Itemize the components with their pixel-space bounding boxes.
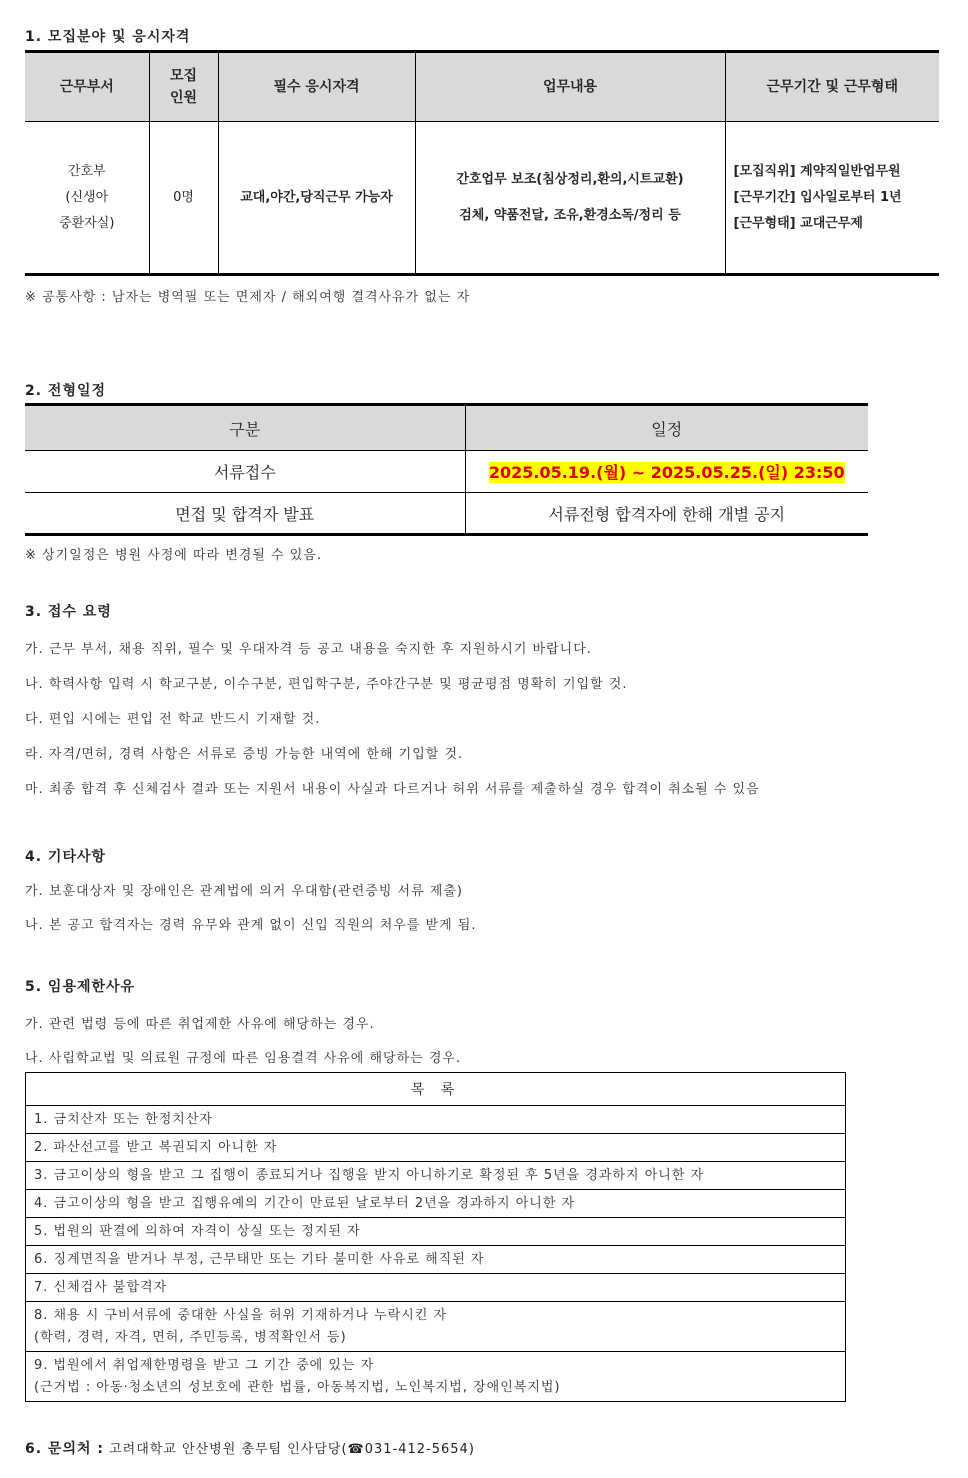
header-count-line1: 모집	[169, 68, 198, 84]
header-dept: 근무부서	[25, 52, 149, 122]
terms-line: [모집직위] 계약직일반업무원	[733, 163, 901, 179]
header-schedule: 일정	[465, 405, 868, 451]
cell-qualification: 교대,야간,당직근무 가능자	[218, 122, 415, 275]
list-item	[26, 1302, 846, 1352]
cell-dept	[25, 122, 149, 275]
header-terms: 근무기간 및 근무형태	[725, 52, 939, 122]
duty-line: 간호업무 보조(침상정리,환의,시트교환)	[456, 171, 684, 187]
terms-line: [근무기간] 입사일로부터 1년	[733, 189, 902, 205]
terms-line: [근무형태] 교대근무제	[733, 215, 863, 231]
cell-count: 0명	[149, 122, 218, 275]
list-item-line: (학력, 경력, 자격, 면허, 주민등록, 병적확인서 등)	[34, 1329, 347, 1345]
list-item: 6. 징계면직을 받거나 부정, 근무태만 또는 기타 불미한 사유로 해직된 자	[26, 1246, 846, 1274]
list-item: 5. 법원의 판결에 의하여 자격이 상실 또는 정지된 자	[26, 1218, 846, 1246]
section5-item: 가. 관련 법령 등에 따른 취업제한 사유에 해당하는 경우.	[25, 1017, 375, 1032]
list-item: 2. 파산선고를 받고 복권되지 아니한 자	[26, 1134, 846, 1162]
application-period-highlight: 2025.05.19.(월) ~ 2025.05.25.(일) 23:50	[488, 463, 845, 482]
section5-title: 5. 임용제한사유	[25, 979, 136, 995]
schedule-value	[465, 451, 868, 493]
phone-icon: ☎	[347, 1442, 365, 1457]
section2-title: 2. 전형일정	[25, 383, 107, 399]
section1-note: ※ 공통사항 : 남자는 병역필 또는 면제자 / 해외여행 결격사유가 없는 자	[25, 290, 471, 305]
section5-item: 나. 사립학교법 및 의료원 규정에 따른 임용결격 사유에 해당하는 경우.	[25, 1051, 462, 1066]
schedule-label: 면접 및 합격자 발표	[25, 493, 465, 535]
section3-item: 마. 최종 합격 후 신체검사 결과 또는 지원서 내용이 사실과 다르거나 허위 서류를 제출하실 경우 합격이 취소될 수 있음	[25, 782, 760, 797]
section4-title: 4. 기타사항	[25, 849, 107, 865]
schedule-label: 서류접수	[25, 451, 465, 493]
contact-phone: 031-412-5654)	[364, 1442, 475, 1457]
contact-line	[25, 1438, 475, 1458]
list-header: 목 록	[26, 1073, 846, 1106]
section3-item: 나. 학력사항 입력 시 학교구분, 이수구분, 편입학구분, 주야간구분 및 평균평점 명확히 기입할 것.	[25, 677, 628, 692]
schedule-table	[25, 403, 868, 536]
header-count-line2: 인원	[169, 90, 198, 106]
recruitment-table	[25, 50, 939, 276]
dept-line: 간호부	[67, 163, 106, 179]
list-item: 3. 금고이상의 형을 받고 그 집행이 종료되거나 집행을 받지 아니하기로 확정된 후 5년을 경과하지 아니한 자	[26, 1162, 846, 1190]
header-qualification: 필수 응시자격	[218, 52, 415, 122]
section2-note: ※ 상기일정은 병원 사정에 따라 변경될 수 있음.	[25, 548, 322, 563]
section1-title: 1. 모집분야 및 응시자격	[25, 29, 191, 45]
schedule-value: 서류전형 합격자에 한해 개별 공지	[465, 493, 868, 535]
list-item-line: 8. 채용 시 구비서류에 중대한 사실을 허위 기재하거나 누락시킨 자	[34, 1307, 448, 1323]
cell-terms	[725, 122, 939, 275]
header-duties: 업무내용	[415, 52, 725, 122]
section4-item: 나. 본 공고 합격자는 경력 유무와 관계 없이 신입 직원의 처우를 받게 됨.	[25, 918, 477, 933]
duty-line: 검체, 약품전달, 조유,환경소독/정리 등	[459, 207, 681, 223]
section3-item: 다. 편입 시에는 편입 전 학교 반드시 기재할 것.	[25, 712, 321, 727]
dept-line: 중환자실)	[59, 215, 115, 231]
list-item-line: 9. 법원에서 취업제한명령을 받고 그 기간 중에 있는 자	[34, 1357, 375, 1373]
list-item-line: (근거법 : 아동·청소년의 성보호에 관한 법률, 아동복지법, 노인복지법, 장애인복지법)	[34, 1379, 561, 1395]
disqualification-table	[25, 1072, 846, 1402]
contact-text: 고려대학교 안산병원 총무팀 인사담당(	[109, 1442, 348, 1457]
cell-duties	[415, 122, 725, 275]
header-count	[149, 52, 218, 122]
list-item: 1. 금치산자 또는 한정치산자	[26, 1106, 846, 1134]
section4-item: 가. 보훈대상자 및 장애인은 관계법에 의거 우대함(관련증빙 서류 제출)	[25, 884, 463, 899]
header-category: 구분	[25, 405, 465, 451]
section3-item: 라. 자격/면허, 경력 사항은 서류로 증빙 가능한 내역에 한해 기입할 것.	[25, 747, 464, 762]
section3-title: 3. 접수 요령	[25, 604, 112, 620]
section3-item: 가. 근무 부서, 채용 직위, 필수 및 우대자격 등 공고 내용을 숙지한 후 지원하시기 바랍니다.	[25, 642, 592, 657]
list-item: 7. 신체검사 불합격자	[26, 1274, 846, 1302]
list-item	[26, 1352, 846, 1402]
section6-title: 6. 문의처 :	[25, 1441, 104, 1457]
list-item: 4. 금고이상의 형을 받고 집행유예의 기간이 만료된 날로부터 2년을 경과하지 아니한 자	[26, 1190, 846, 1218]
dept-line: (신생아	[65, 189, 109, 205]
